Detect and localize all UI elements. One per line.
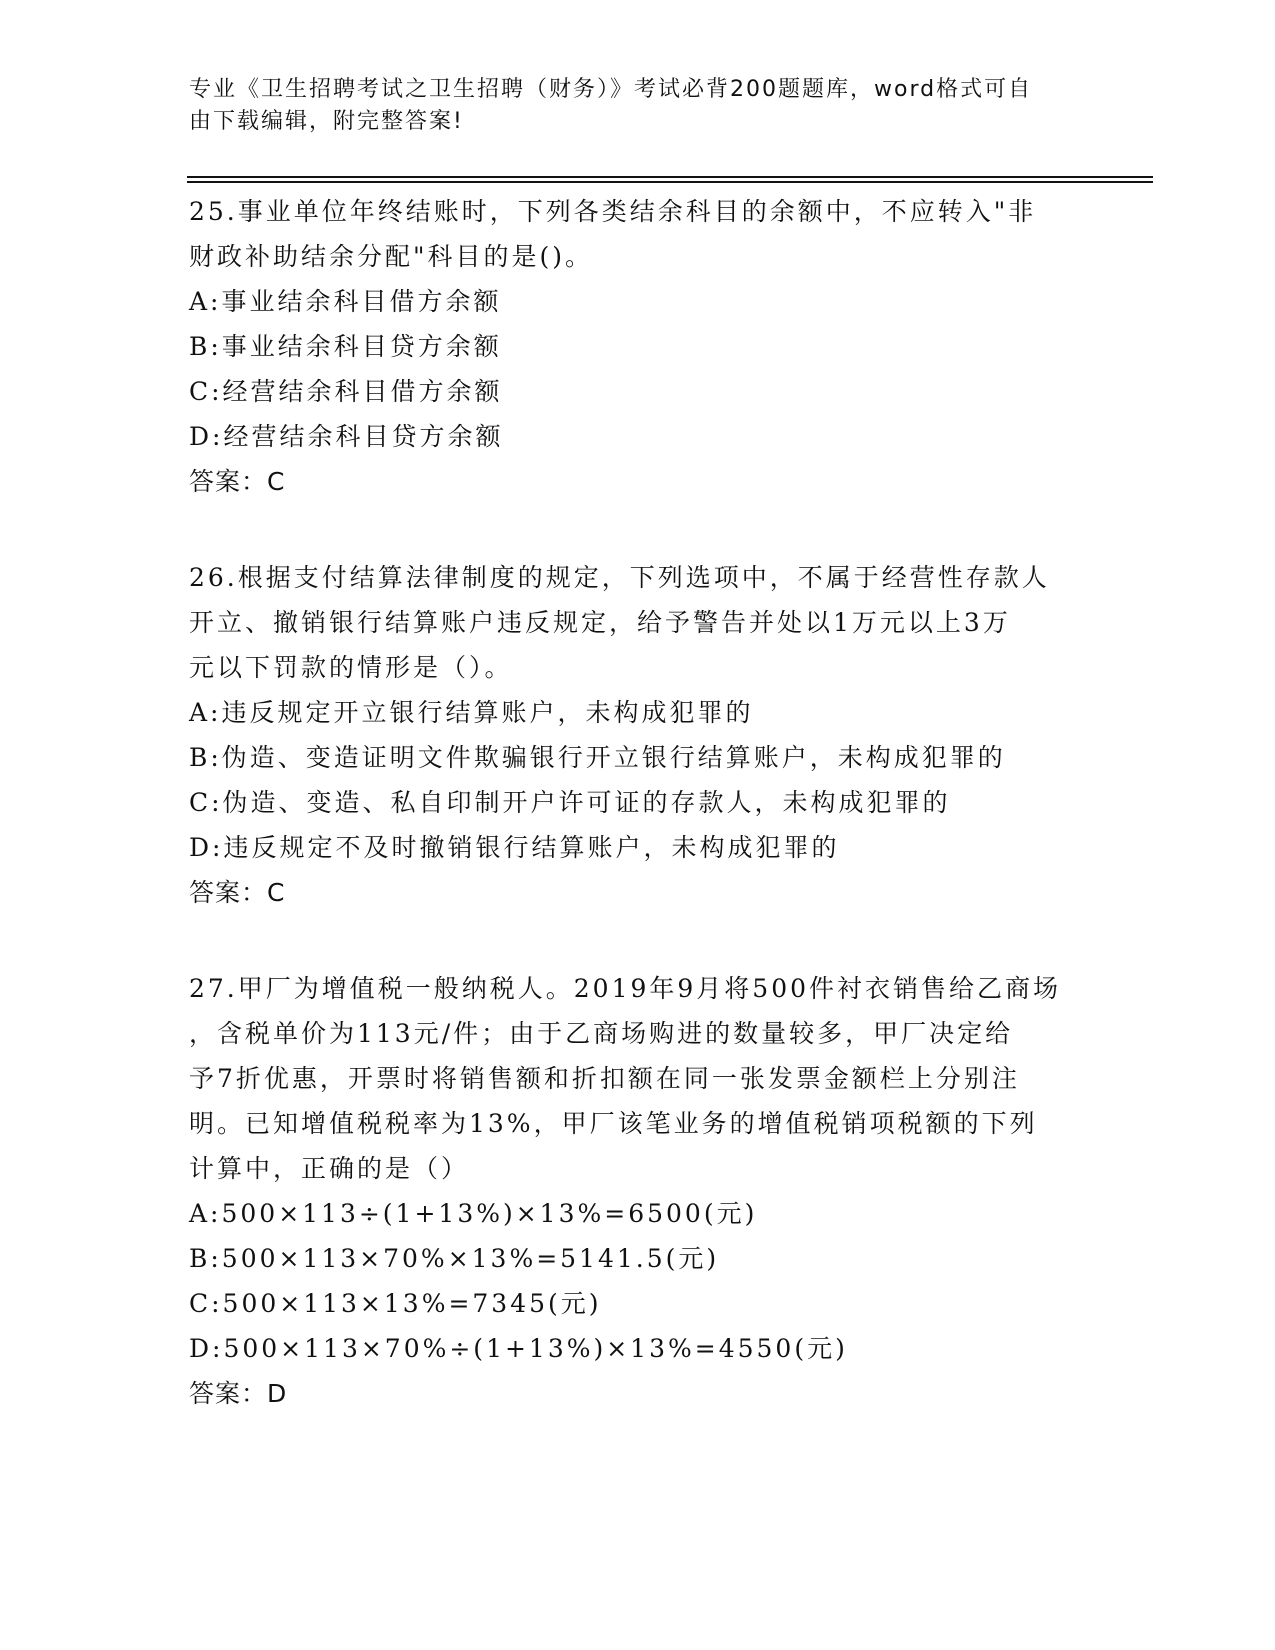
question-stem-line: 25.事业单位年终结账时，下列各类结余科目的余额中，不应转入"非 [189,197,1037,226]
question-stem-line: 27.甲厂为增值税一般纳税人。2019年9月将500件衬衣销售给乙商场 [189,974,1062,1003]
question-block [189,555,1089,915]
option-b: B:伪造、变造证明文件欺骗银行开立银行结算账户，未构成犯罪的 [189,743,1006,772]
option-a: A:事业结余科目借方余额 [189,287,502,316]
option-c: C:500×113×13%=7345(元) [189,1289,602,1318]
option-c: C:经营结余科目借方余额 [189,377,503,406]
header-divider [187,176,1153,178]
header-line: 由下载编辑，附完整答案! [189,109,464,134]
header-divider [187,181,1153,183]
option-c: C:伪造、变造、私自印制开户许可证的存款人，未构成犯罪的 [189,788,951,817]
header-line: 专业《卫生招聘考试之卫生招聘（财务）》考试必背200题题库，word格式可自 [189,77,1033,102]
question-stem-line: 予7折优惠，开票时将销售额和折扣额在同一张发票金额栏上分别注 [189,1064,1020,1093]
question-stem-line: 计算中，正确的是（） [189,1154,470,1183]
option-b: B:事业结余科目贷方余额 [189,332,502,361]
answer-line: 答案：C [189,467,286,496]
option-a: A:500×113÷(1+13%)×13%=6500(元) [189,1199,758,1228]
question-stem-line: ，含税单价为113元/件；由于乙商场购进的数量较多，甲厂决定给 [189,1019,1014,1048]
question-block [189,189,1089,504]
question-stem-line: 明。已知增值税税率为13%，甲厂该笔业务的增值税销项税额的下列 [189,1109,1038,1138]
answer-line: 答案：C [189,878,286,907]
question-stem-line: 财政补助结余分配"科目的是()。 [189,242,594,271]
option-b: B:500×113×70%×13%=5141.5(元) [189,1244,720,1273]
option-a: A:违反规定开立银行结算账户，未构成犯罪的 [189,698,754,727]
option-d: D:违反规定不及时撤销银行结算账户，未构成犯罪的 [189,833,840,862]
option-d: D:经营结余科目贷方余额 [189,422,504,451]
answer-line: 答案：D [189,1379,288,1408]
question-stem-line: 开立、撤销银行结算账户违反规定，给予警告并处以1万元以上3万 [189,608,1011,637]
question-stem-line: 26.根据支付结算法律制度的规定，下列选项中，不属于经营性存款人 [189,563,1050,592]
question-block [189,966,1089,1416]
document-header [189,74,1069,138]
question-stem-line: 元以下罚款的情形是（）。 [189,653,513,682]
option-d: D:500×113×70%÷(1+13%)×13%=4550(元) [189,1334,848,1363]
